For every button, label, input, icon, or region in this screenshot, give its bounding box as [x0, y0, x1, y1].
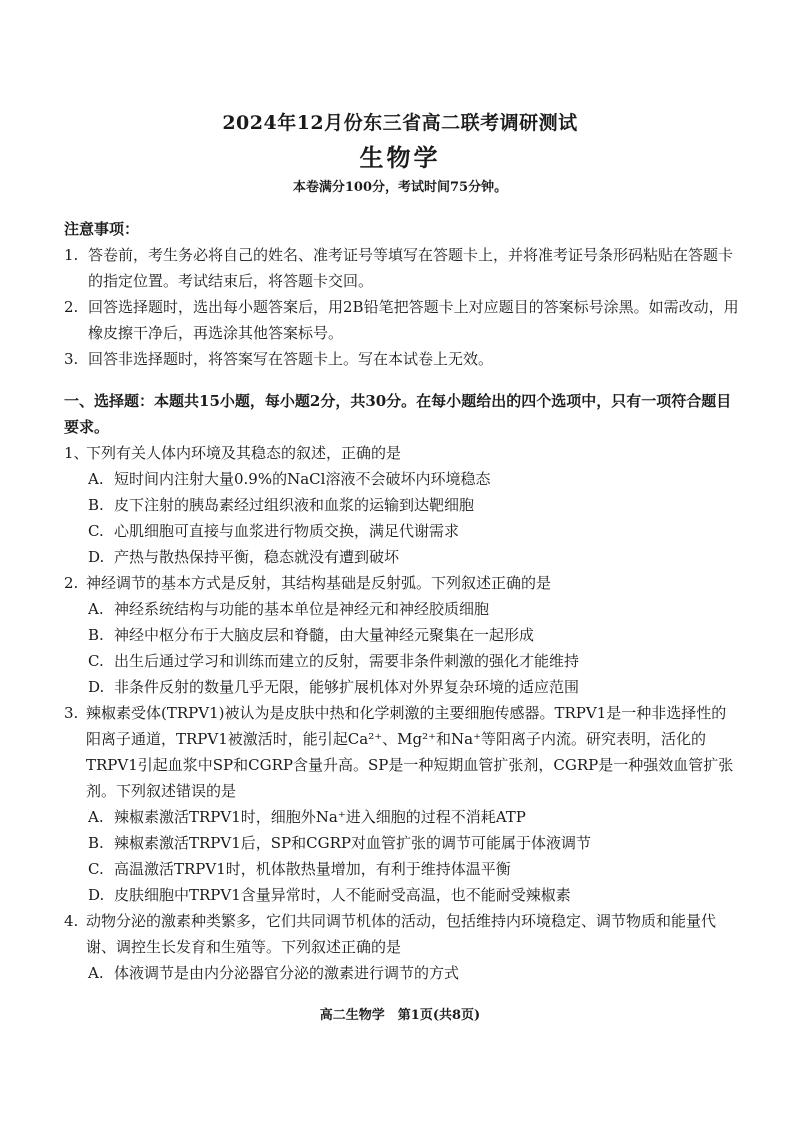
- question: [64, 440, 740, 570]
- subject-title: 生物学: [359, 143, 441, 172]
- option-label: A.: [88, 470, 104, 488]
- option-row: [64, 882, 740, 908]
- exam-body: [64, 216, 740, 986]
- option-row: [64, 492, 740, 518]
- note-number: 3.: [64, 350, 79, 368]
- option-label: B.: [88, 834, 104, 852]
- option-row: [64, 804, 740, 830]
- note-text: 回答选择题时，选出每小题答案后，用2B铅笔把答题卡上对应题目的答案标号涂黑。如需改动，用橡皮擦干净后，再选涂其他答案标号。: [88, 298, 739, 342]
- option-row: [64, 622, 740, 648]
- option-text: 产热与散热保持平衡，稳态就没有遭到破坏: [114, 548, 400, 566]
- option-text: 辣椒素激活TRPV1时，细胞外Na⁺进入细胞的过程不消耗ATP: [114, 808, 526, 826]
- question-stem-row: [64, 700, 740, 804]
- question-number: 2.: [64, 574, 79, 592]
- option-label: A.: [88, 600, 104, 618]
- option-row: [64, 674, 740, 700]
- option-text: 皮下注射的胰岛素经过组织液和血浆的运输到达靶细胞: [114, 496, 475, 514]
- option-row: [64, 518, 740, 544]
- question-stem: 下列有关人体内环境及其稳态的叙述，正确的是: [86, 444, 402, 462]
- option-label: B.: [88, 626, 104, 644]
- option-label: A.: [88, 964, 104, 982]
- option-text: 短时间内注射大量0.9%的NaCl溶液不会破坏内环境稳态: [114, 470, 491, 488]
- option-text: 非条件反射的数量几乎无限，能够扩展机体对外界复杂环境的适应范围: [114, 678, 580, 696]
- option-row: [64, 648, 740, 674]
- option-row: [64, 544, 740, 570]
- option-text: 神经系统结构与功能的基本单位是神经元和神经胶质细胞: [114, 600, 490, 618]
- question-stem-row: [64, 908, 740, 960]
- option-text: 辣椒素激活TRPV1后，SP和CGRP对血管扩张的调节可能属于体液调节: [114, 834, 591, 852]
- option-label: B.: [88, 496, 104, 514]
- note-number: 2.: [64, 298, 79, 316]
- question-number: 4.: [64, 912, 79, 930]
- question: [64, 908, 740, 986]
- note-item: [64, 346, 740, 372]
- option-row: [64, 960, 740, 986]
- note-text: 答卷前，考生务必将自己的姓名、准考证号等填写在答题卡上，并将准考证号条形码粘贴在答题卡的指定位置。考试结束后，将答题卡交回。: [88, 246, 734, 290]
- note-item: [64, 294, 740, 346]
- section-heading-text: 一、选择题：本题共15小题，每小题2分，共30分。在每小题给出的四个选项中，只有一项符合题目要求。: [64, 392, 732, 436]
- question-stem: 动物分泌的激素种类繁多，它们共同调节机体的活动，包括维持内环境稳定、调节物质和能量代谢、调控生长发育和生殖等。下列叙述正确的是: [86, 912, 717, 956]
- question: [64, 700, 740, 908]
- question-number: 1、: [64, 444, 89, 462]
- option-label: C.: [88, 522, 104, 540]
- page-footer: 高二生物学 第1页(共8页): [319, 1008, 481, 1023]
- option-row: [64, 856, 740, 882]
- note-item: [64, 242, 740, 294]
- question-stem: 神经调节的基本方式是反射，其结构基础是反射弧。下列叙述正确的是: [86, 574, 552, 592]
- option-text: 体液调节是由内分泌器官分泌的激素进行调节的方式: [114, 964, 460, 982]
- option-row: [64, 830, 740, 856]
- notes-heading: 注意事项：: [64, 220, 140, 238]
- option-label: A.: [88, 808, 104, 826]
- option-label: C.: [88, 652, 104, 670]
- option-label: D.: [88, 548, 105, 566]
- note-number: 1.: [64, 246, 79, 264]
- option-text: 皮肤细胞中TRPV1含量异常时，人不能耐受高温，也不能耐受辣椒素: [114, 886, 571, 904]
- option-text: 神经中枢分布于大脑皮层和脊髓，由大量神经元聚集在一起形成: [114, 626, 535, 644]
- option-text: 出生后通过学习和训练而建立的反射，需要非条件刺激的强化才能维持: [114, 652, 580, 670]
- option-label: D.: [88, 678, 105, 696]
- note-text: 回答非选择题时，将答案写在答题卡上。写在本试卷上无效。: [88, 350, 494, 368]
- question-number: 3.: [64, 704, 79, 722]
- question-stem-row: [64, 570, 740, 596]
- option-text: 高温激活TRPV1时，机体散热量增加，有利于维持体温平衡: [114, 860, 511, 878]
- exam-title: 2024年12月份东三省高二联考调研测试: [222, 112, 578, 134]
- question: [64, 570, 740, 700]
- option-text: 心肌细胞可直接与血浆进行物质交换，满足代谢需求: [114, 522, 460, 540]
- option-label: C.: [88, 860, 104, 878]
- question-stem-row: [64, 440, 740, 466]
- question-stem: 辣椒素受体(TRPV1)被认为是皮肤中热和化学刺激的主要细胞传感器。TRPV1是一种非选择性的阳离子通道，TRPV1被激活时，能引起Ca²⁺、Mg²⁺和Na⁺等阳离子内流。研究表明，活化的TRPV1引起血浆中SP和CGRP含量升高。SP是一种短期血管扩张剂，CGRP是一种强效血管扩张剂。下列叙述错误的是: [86, 704, 734, 800]
- option-row: [64, 596, 740, 622]
- section-heading: [64, 388, 740, 440]
- option-row: [64, 466, 740, 492]
- option-label: D.: [88, 886, 105, 904]
- score-info: 本卷满分100分，考试时间75分钟。: [292, 180, 508, 195]
